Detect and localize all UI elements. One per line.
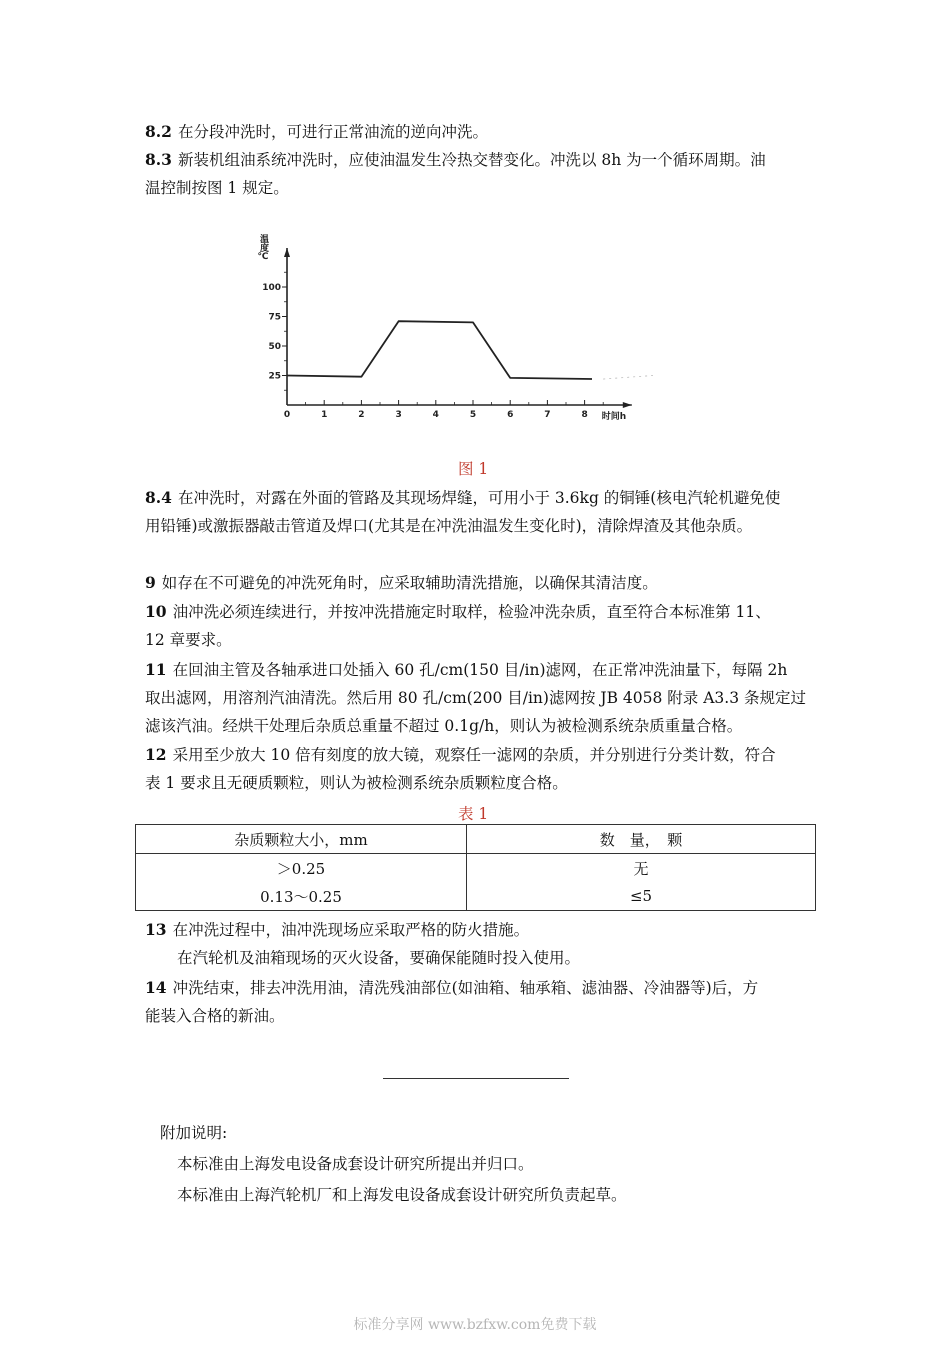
clause-number: 8.4 xyxy=(145,488,172,507)
header-particle-size: 杂质颗粒大小，mm xyxy=(136,825,467,854)
clause-text: 在冲洗时，对露在外面的管路及其现场焊缝，可用小于 3.6kg 的铜锤(核电汽轮机避免使 xyxy=(177,489,781,507)
clause-text-continued: 用铅锤)或激振器敲击管道及焊口(尤其是在冲洗油温发生变化时)，清除焊渣及其他杂质。 xyxy=(145,517,753,535)
appendix-title: 附加说明: xyxy=(160,1124,228,1142)
chart-axes xyxy=(284,248,653,408)
clause-10 xyxy=(145,598,810,654)
clause-9 xyxy=(145,569,810,597)
clause-text-continued: 温控制按图 1 规定。 xyxy=(145,179,289,197)
clause-number: 8.3 xyxy=(145,150,172,169)
y-axis-label: 温度℃ xyxy=(258,234,268,262)
table-row xyxy=(136,854,816,883)
clause-text: 冲洗结束，排去冲洗用油，清洗残油部位(如油箱、轴承箱、滤油器、冷油器等)后，方 xyxy=(172,979,759,997)
clause-text: 在冲洗过程中，油冲洗现场应采取严格的防火措施。 xyxy=(172,921,530,939)
y-tick-label: 75 xyxy=(268,312,281,323)
x-tick-label: 3 xyxy=(395,410,402,420)
chart-ticks xyxy=(262,272,603,420)
figure-caption: 图 1 xyxy=(458,460,489,478)
clause-text-continued: 能装入合格的新油。 xyxy=(145,1007,285,1025)
faint-guideline xyxy=(603,376,653,380)
clause-number: 14 xyxy=(145,978,167,997)
x-tick-label: 4 xyxy=(432,410,439,420)
chart-series xyxy=(287,321,592,379)
clause-text-continued: 12 章要求。 xyxy=(145,631,232,649)
cell-size: 0.13～0.25 xyxy=(136,882,467,911)
x-tick-label: 7 xyxy=(544,410,551,420)
clause-text-continued: 滤该汽油。经烘干处理后杂质总重量不超过 0.1g/h，则认为被检测系统杂质重量合格。 xyxy=(145,717,743,735)
cell-count: ≤5 xyxy=(629,887,653,905)
clause-number: 11 xyxy=(145,660,167,679)
clause-12 xyxy=(145,741,810,797)
x-axis-label: 时间h xyxy=(601,412,627,422)
clause-text: 采用至少放大 10 倍有刻度的放大镜，观察任一滤网的杂质，并分别进行分类计数，符合 xyxy=(172,746,776,764)
clause-number: 13 xyxy=(145,920,167,939)
clause-text-continued: 取出滤网，用溶剂汽油清洗。然后用 80 孔/cm(200 目/in)滤网按 JB 4058 附录 A3.3 条规定过 xyxy=(145,689,806,707)
table-caption: 表 1 xyxy=(458,805,489,823)
x-tick-label: 1 xyxy=(321,410,328,420)
table-header-row xyxy=(136,825,816,854)
clause-text-continued: 表 1 要求且无硬质颗粒，则认为被检测系统杂质颗粒度合格。 xyxy=(145,774,568,792)
end-separator xyxy=(383,1078,569,1079)
cell-size: ＞0.25 xyxy=(136,854,467,883)
x-axis-arrow xyxy=(623,402,632,408)
clause-text: 油冲洗必须连续进行，并按冲洗措施定时取样，检验冲洗杂质，直至符合本标准第 11、 xyxy=(172,603,771,621)
y-tick-label: 50 xyxy=(268,342,281,352)
clause-text: 在分段冲洗时，可进行正常油流的逆向冲洗。 xyxy=(177,123,488,141)
watermark: 标准分享网 www.bzfxw.com免费下载 xyxy=(353,1317,597,1333)
x-tick-label: 8 xyxy=(581,410,588,420)
temperature-line xyxy=(287,321,592,379)
x-tick-label: 2 xyxy=(358,410,365,420)
clause-14 xyxy=(145,974,810,1030)
clause-number: 8.2 xyxy=(145,122,172,141)
oil-temperature-chart xyxy=(255,222,675,432)
clause-8-3 xyxy=(145,146,810,202)
clause-number: 12 xyxy=(145,745,167,764)
clause-text: 在回油主管及各轴承进口处插入 60 孔/cm(150 目/in)滤网，在正常冲洗油量下，每隔 2h xyxy=(172,661,788,679)
y-axis-arrow xyxy=(284,248,290,257)
cell-count: 无 xyxy=(633,859,649,878)
clause-number: 10 xyxy=(145,602,167,621)
x-tick-label: 6 xyxy=(507,410,514,420)
header-count: 数 量， 颗 xyxy=(467,825,816,854)
appendix xyxy=(160,1118,627,1211)
x-tick-label: 0 xyxy=(283,410,291,420)
appendix-line: 本标准由上海汽轮机厂和上海发电设备成套设计研究所负责起草。 xyxy=(177,1186,627,1204)
x-tick-label: 5 xyxy=(469,410,477,420)
appendix-line: 本标准由上海发电设备成套设计研究所提出并归口。 xyxy=(177,1155,534,1173)
clause-text: 如存在不可避免的冲洗死角时，应采取辅助清洗措施，以确保其清洁度。 xyxy=(161,574,658,592)
table-row xyxy=(136,882,816,911)
impurity-table xyxy=(135,824,816,911)
clause-8-2 xyxy=(145,118,810,146)
clause-11 xyxy=(145,656,810,740)
clause-text-continued: 在汽轮机及油箱现场的灭火设备，要确保能随时投入使用。 xyxy=(177,949,581,967)
clause-text: 新装机组油系统冲洗时，应使油温发生冷热交替变化。冲洗以 8h 为一个循环周期。油 xyxy=(177,151,766,169)
clause-8-4 xyxy=(145,484,810,540)
clause-13 xyxy=(145,916,810,972)
y-tick-label: 100 xyxy=(262,283,281,293)
clause-number: 9 xyxy=(145,573,156,592)
y-tick-label: 25 xyxy=(268,371,281,382)
